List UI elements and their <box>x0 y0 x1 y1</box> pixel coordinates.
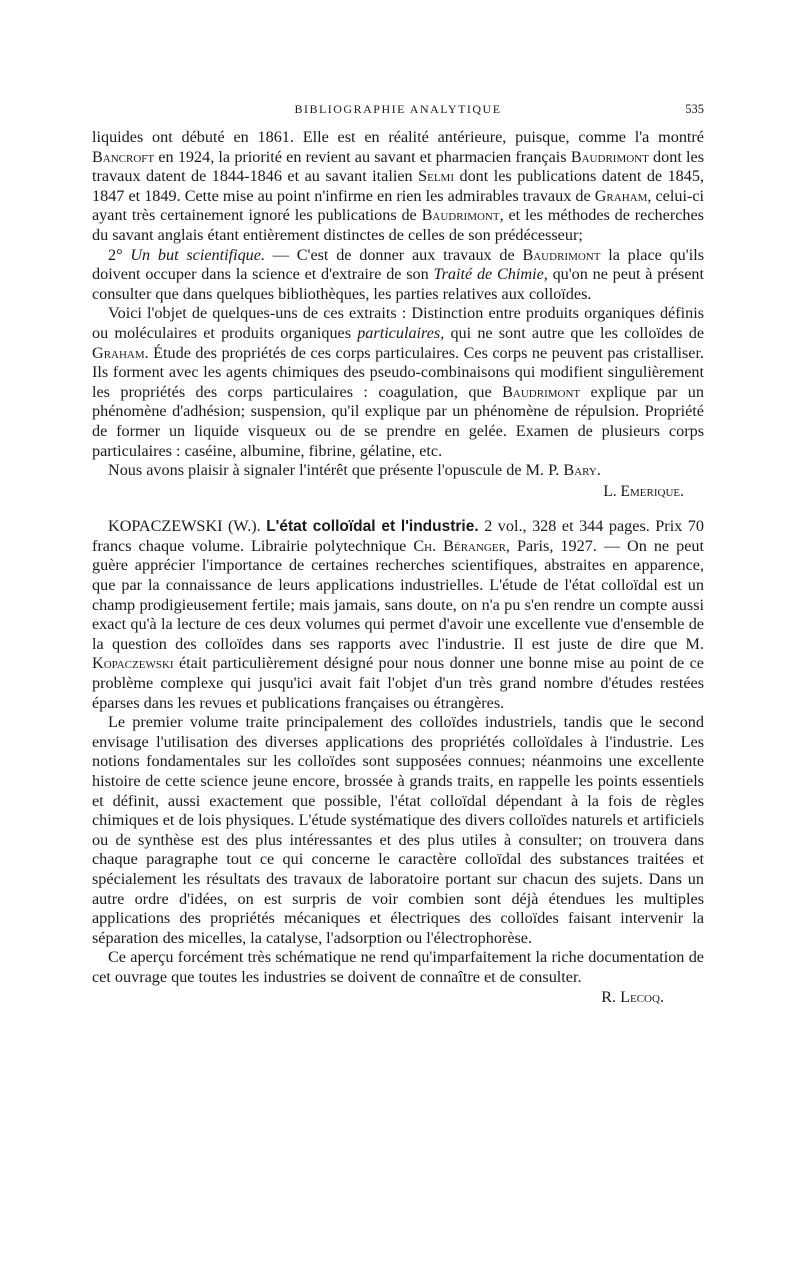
journal-page <box>92 100 704 1007</box>
paragraph-scientific-aim: 2° Un but scientifique. — C'est de donner aux travaux de Baudrimont la place qu'ils doivent occuper dans la science et d'extraire de son Traité de Chimie, qu'on ne peut à présent consulter que dans quelques bibliothèques, les parties relatives aux colloïdes. <box>92 245 704 303</box>
author-name: Baudrimont <box>421 206 500 225</box>
page-header <box>92 100 704 120</box>
review-baudrimont <box>92 128 704 501</box>
paragraph-history: liquides ont débuté en 1861. Elle est en réalité antérieure, puisque, comme l'a montré Bancroft en 1924, la priorité en revient au savant et pharmacien français Baudrimont dont les travaux datent de 1844-1846 et au savant italien Selmi dont les publications datent de 1845, 1847 et 1849. Cette mise au point n'infirme en rien les admirables travaux de Graham, celui-ci ayant très certainement ignoré les publications de Baudrimont, et les méthodes de recherches du savant anglais étant entièrement distinctes de celles de son prédécesseur; <box>92 128 705 244</box>
publisher-name: Ch. Béranger <box>413 536 506 555</box>
running-title: BIBLIOGRAPHIE ANALYTIQUE <box>294 102 502 116</box>
book-title: L'état colloïdal et l'industrie. <box>266 518 479 536</box>
reviewer-signature: L. Emerique. <box>603 482 684 500</box>
book-author: KOPACZEWSKI (W.). <box>108 517 261 536</box>
paragraph-citation: KOPACZEWSKI (W.). L'état colloïdal et l'industrie. 2 vol., 328 et 344 pages. Prix 70 francs chaque volume. Librairie polytechnique Ch. Béranger, Paris, 1927. — On ne peut guère apprécier l'importance de certaines recherches scientifiques, abstraites en apparence, que par la connaissance de leurs applications industrielles. L'étude de l'état colloïdal est un champ prodigieusement fertile; mais jamais, sans doute, on n'a pu s'en rendre un compte aussi exact qu'à la lecture de ces deux volumes qui permet d'avoir une excellente vue d'ensemble de la question des colloïdes dans ses rapports avec l'industrie. Il est juste de dire que M. Kopaczewski était particulièrement désigné pour nous donner une bonne mise au point de ce problème complexe qui jusqu'ici avait fait l'objet d'un très grand nombre d'études restées éparses dans les revues et publications françaises ou étrangères. <box>92 517 705 712</box>
author-name: Selmi <box>418 167 454 186</box>
author-name: Graham <box>594 186 648 205</box>
author-name: Bary <box>563 461 597 480</box>
author-name: Baudrimont <box>522 245 601 264</box>
reviewer-signature: R. Lecoq. <box>601 987 664 1006</box>
paragraph-conclusion: Ce aperçu forcément très schématique ne rend qu'imparfaitement la riche documentation de cet ouvrage que toutes les industries se doivent de connaître et de consulter. <box>92 948 704 986</box>
author-name: Baudrimont <box>570 147 649 166</box>
review-kopaczewski <box>92 517 704 1007</box>
paragraph-volumes: Le premier volume traite principalement des colloïdes industriels, tandis que le second envisage l'utilisation des diverses applications des propriétés colloïdales à l'industrie. Les notions fondamentales sur les colloïdes sont supposées connues; néanmoins une excellente histoire de cette science jeune encore, brossée à grands traits, en rappelle les points essentiels et définit, aussi exactement que possible, l'état colloïdal dépendant à la fois de règles chimiques et de lois physiques. L'étude systématique des divers colloïdes naturels et artificiels ou de synthèse est des plus intéressantes et des plus utiles à consulter; on trouvera dans chaque paragraphe tout ce qui concerne le caractère colloïdal des substances traitées et spécialement les résultats des travaux de laboratoire portant sur chacun des sujets. Dans un autre ordre d'idées, on est surpris de voir combien sont déjà étendues les multiples applications des propriétés mécaniques et électriques des colloïdes faisant intervenir la séparation des micelles, la catalyse, l'adsorption ou l'électrophorèse. <box>92 713 704 947</box>
author-name: Baudrimont <box>502 382 581 401</box>
paragraph-extracts: Voici l'objet de quelques-uns de ces extraits : Distinction entre produits organiques définis ou moléculaires et produits organiques particulaires, qui ne sont autre que les colloïdes de Graham. Étude des propriétés de ces corps particulaires. Ces corps ne peuvent pas cristalliser. Ils forment avec les agents chimiques des pseudo-combinaisons qui modifient singulièrement les propriétés des corps particulaires : coagulation, que Baudrimont explique par un phénomène d'adhésion; suspension, qu'il explique par un phénomène de répulsion. Propriété de former un liquide visqueux ou de se prendre en gelée. Examen de plusieurs corps particulaires : caséine, albumine, fibrine, gélatine, etc. <box>92 304 704 460</box>
paragraph-closing: Nous avons plaisir à signaler l'intérêt que présente l'opuscule de M. P. Bary. <box>108 461 601 480</box>
author-name: Kopaczewski <box>92 654 174 673</box>
page-number: 535 <box>685 102 704 116</box>
author-name: Bancroft <box>92 147 155 166</box>
author-name: Graham <box>92 343 145 362</box>
